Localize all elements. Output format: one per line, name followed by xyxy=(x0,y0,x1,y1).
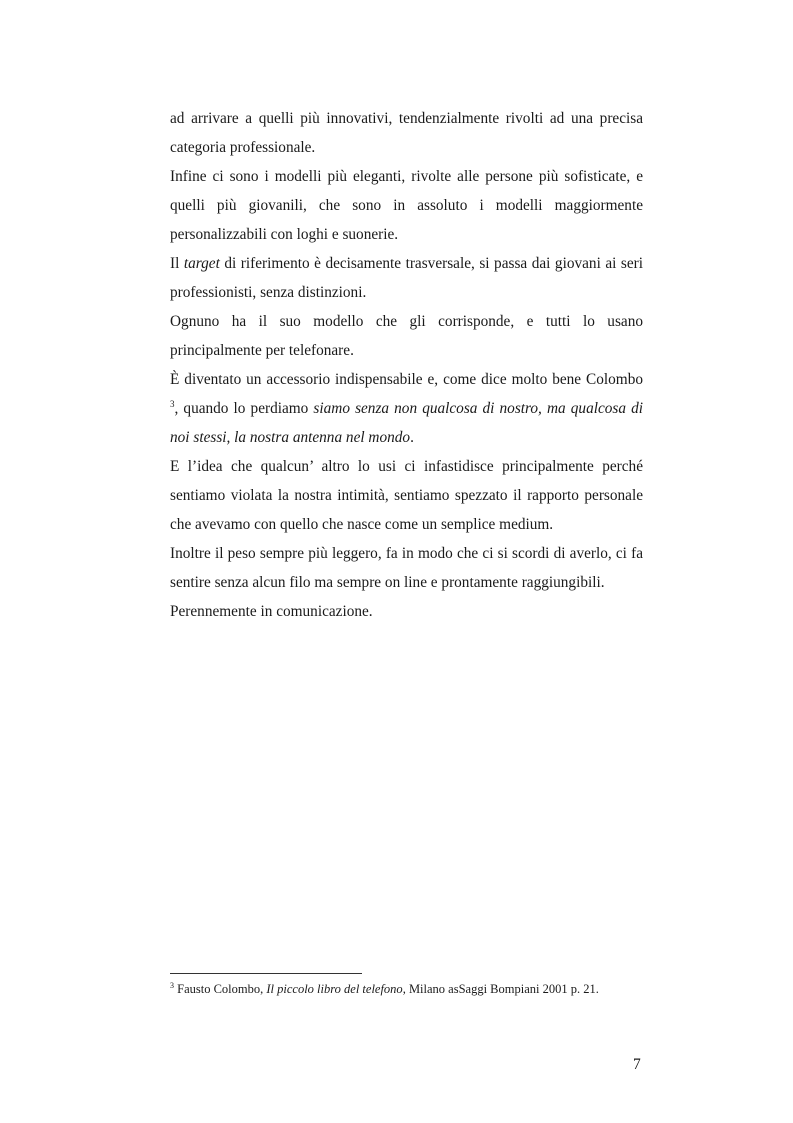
page-number: 7 xyxy=(633,1056,641,1073)
paragraph: Infine ci sono i modelli più eleganti, rivolte alle persone più sofisticate, e quelli più giovanili, che sono in assoluto i modelli maggiormente personalizzabili con loghi e suonerie. xyxy=(170,168,643,243)
paragraph: E l’idea che qualcun’ altro lo usi ci infastidisce principalmente perché sentiamo violata la nostra intimità, sentiamo spezzato il rapporto personale che avevamo con quello che nasce come un semplice medium. xyxy=(170,458,643,533)
body-text xyxy=(170,104,643,626)
footnote-reference: 3 xyxy=(170,398,175,409)
paragraph: Inoltre il peso sempre più leggero, fa in modo che ci si scordi di averlo, ci fa sentire senza alcun filo ma sempre on line e prontamente raggiungibili. xyxy=(170,545,643,591)
footnote: $^3$ Fausto Colombo, Il piccolo libro del telefono, Milano asSaggi Bompiani 2001 p. 21. xyxy=(170,980,599,996)
paragraph: Il target di riferimento è decisamente trasversale, si passa dai giovani ai seri professionisti, senza distinzioni. xyxy=(170,255,643,301)
paragraph: ad arrivare a quelli più innovativi, tendenzialmente rivolti ad una precisa categoria professionale. xyxy=(170,110,643,156)
paragraph: Perennemente in comunicazione. xyxy=(170,603,373,620)
paragraph: Ognuno ha il suo modello che gli corrisponde, e tutti lo usano principalmente per telefonare. xyxy=(170,313,643,359)
footnote-divider xyxy=(170,973,362,974)
italic-quote: siamo senza non qualcosa di nostro, ma qualcosa di noi stessi, la nostra antenna nel mondo xyxy=(170,400,643,446)
paragraph: È diventato un accessorio indispensabile e, come dice molto bene Colombo $^3$, quando lo perdiamo siamo senza non qualcosa di nostro, ma qualcosa di noi stessi, la nostra antenna nel mondo. xyxy=(170,371,643,446)
footnote-number: 3 xyxy=(170,980,174,990)
footnote-book-title: Il piccolo libro del telefono xyxy=(266,982,403,996)
italic-term: target xyxy=(183,255,220,272)
